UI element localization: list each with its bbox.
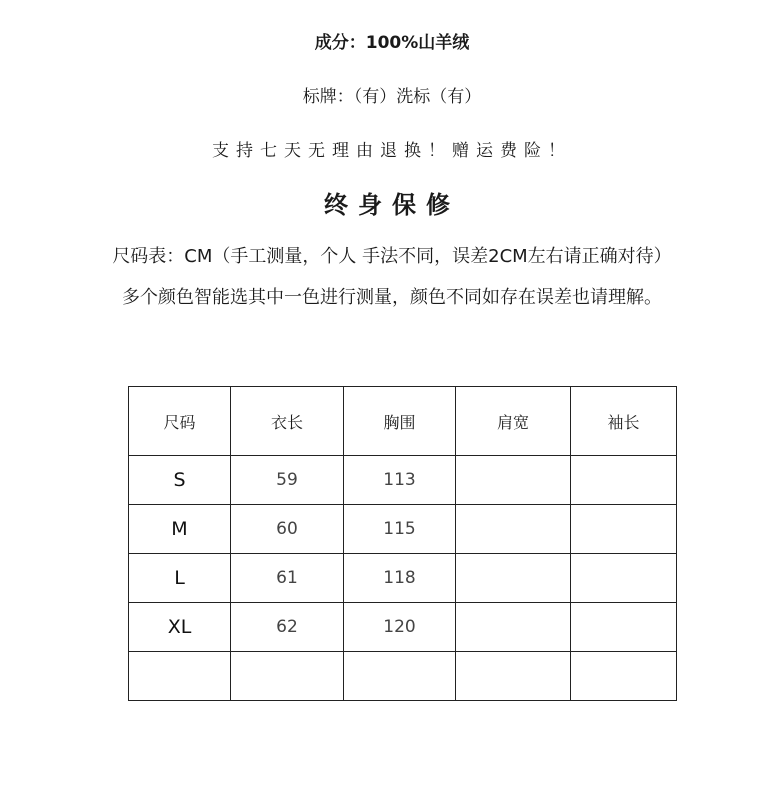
sleeve-cell	[571, 652, 677, 701]
length-cell: 61	[231, 554, 344, 603]
length-cell: 59	[231, 456, 344, 505]
warranty-heading: 终身保修	[324, 191, 460, 219]
sleeve-cell	[571, 456, 677, 505]
table-row	[129, 456, 677, 505]
composition-text: 成分：100%山羊绒	[314, 33, 470, 53]
chest-cell: 115	[344, 505, 456, 554]
table-row	[129, 652, 677, 701]
length-cell: 60	[231, 505, 344, 554]
size-table	[128, 386, 677, 701]
table-row	[129, 554, 677, 603]
shoulder-cell	[456, 554, 571, 603]
length-cell	[231, 652, 344, 701]
column-header-chest: 胸围	[344, 387, 456, 456]
shoulder-cell	[456, 456, 571, 505]
shoulder-cell	[456, 652, 571, 701]
size-chart-note: 尺码表：CM（手工测量，个人 手法不同，误差2CM左右请正确对待）	[112, 246, 672, 267]
shoulder-cell	[456, 505, 571, 554]
shoulder-cell	[456, 603, 571, 652]
size-cell	[129, 652, 231, 701]
sleeve-cell	[571, 603, 677, 652]
chest-cell	[344, 652, 456, 701]
table-header-row	[129, 387, 677, 456]
column-header-length: 衣长	[231, 387, 344, 456]
table-row	[129, 603, 677, 652]
column-header-sleeve: 袖长	[571, 387, 677, 456]
table-row	[129, 505, 677, 554]
sleeve-cell	[571, 505, 677, 554]
sleeve-cell	[571, 554, 677, 603]
size-cell: S	[129, 456, 231, 505]
chest-cell: 120	[344, 603, 456, 652]
size-cell: XL	[129, 603, 231, 652]
chest-cell: 118	[344, 554, 456, 603]
size-cell: L	[129, 554, 231, 603]
column-header-shoulder: 肩宽	[456, 387, 571, 456]
return-policy-text: 支持七天无理由退换！赠运费险！	[212, 141, 572, 161]
chest-cell: 113	[344, 456, 456, 505]
column-header-size: 尺码	[129, 387, 231, 456]
size-cell: M	[129, 505, 231, 554]
label-info-text: 标牌：（有）洗标（有）	[302, 87, 482, 107]
color-measurement-note: 多个颜色智能选其中一色进行测量，颜色不同如存在误差也请理解。	[122, 287, 662, 308]
length-cell: 62	[231, 603, 344, 652]
